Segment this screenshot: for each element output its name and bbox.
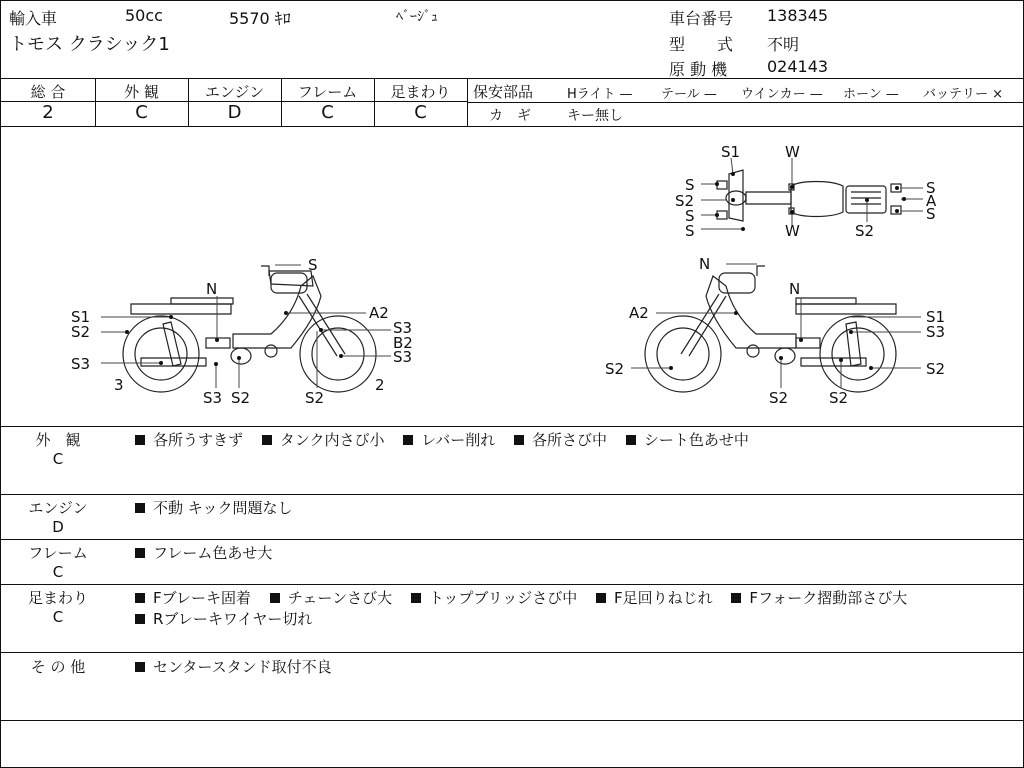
- displacement: 50cc: [125, 6, 163, 25]
- left-label-s3-a: S3: [393, 319, 413, 337]
- right-label-s3: S3: [926, 323, 946, 341]
- frame-no-label: 車台番号: [669, 9, 734, 28]
- top-label-s2: S2: [675, 192, 695, 210]
- safety-winker: ウインカー —: [741, 87, 823, 102]
- grade-exterior-value: C: [135, 102, 148, 123]
- safety-battery: バッテリー ×: [923, 87, 1004, 102]
- top-label-s2-rear: S2: [855, 222, 875, 240]
- grade-frame-value: C: [321, 102, 334, 123]
- left-label-s3-c: S3: [393, 348, 413, 366]
- notes-frame-items: フレーム色あせ大: [135, 542, 286, 563]
- left-label-s2: S2: [71, 323, 91, 341]
- category: 輸入車: [9, 9, 58, 28]
- safety-tail: テール —: [661, 87, 717, 102]
- top-label-s-1: S: [685, 176, 695, 194]
- right-label-n-b: N: [789, 280, 801, 298]
- left-label-n: N: [206, 280, 218, 298]
- frame-no: 138345: [767, 6, 829, 25]
- notes-exterior-grade: C: [52, 450, 64, 468]
- left-label-2: 2: [375, 376, 385, 394]
- grade-exterior-label: 外 観: [124, 83, 159, 101]
- top-label-s-r2: S: [926, 205, 936, 223]
- notes-engine-label: エンジン: [28, 499, 88, 517]
- color: ﾍﾞｰｼﾞｭ: [396, 9, 438, 25]
- left-label-s1: S1: [71, 308, 91, 326]
- safety-headlight: Hライト —: [567, 87, 633, 102]
- key-value: キー無し: [567, 108, 623, 124]
- left-label-s2-b: S2: [305, 389, 325, 407]
- notes-engine-items: 不動 キック問題なし: [135, 497, 306, 518]
- left-side-scooter: [123, 266, 376, 392]
- top-label-s-3: S: [685, 222, 695, 240]
- grade-total-value: 2: [42, 102, 54, 123]
- notes-other-items: センタースタンド取付不良: [135, 656, 346, 677]
- right-label-a2: A2: [629, 304, 649, 322]
- notes-suspension-label: 足まわり: [27, 589, 88, 607]
- left-label-a2: A2: [369, 304, 389, 322]
- key-label: カ ギ: [489, 108, 531, 124]
- left-label-s2-a: S2: [231, 389, 251, 407]
- top-label-s1: S1: [721, 143, 741, 161]
- notes-exterior-label: 外 観: [35, 431, 81, 449]
- left-label-s: S: [308, 256, 318, 274]
- right-label-s2-a: S2: [605, 360, 625, 378]
- left-label-b2: B2: [393, 334, 413, 352]
- left-label-3: 3: [114, 376, 124, 394]
- grade-suspension-label: 足まわり: [390, 83, 451, 101]
- grade-suspension-value: C: [414, 102, 427, 123]
- engine-no-label: 原 動 機: [669, 60, 728, 79]
- top-label-s-r1: S: [926, 179, 936, 197]
- right-label-s2-c: S2: [769, 389, 789, 407]
- notes-engine-grade: D: [52, 518, 64, 536]
- top-view-scooter: [717, 170, 901, 221]
- notes-suspension-items-2: Rブレーキワイヤー切れ: [135, 608, 326, 629]
- notes-frame-label: フレーム: [28, 544, 88, 562]
- top-label-s-2: S: [685, 207, 695, 225]
- grade-total-label: 総 合: [30, 83, 66, 101]
- type-label: 型 式: [669, 35, 734, 54]
- top-label-a: A: [926, 192, 937, 210]
- grade-engine-value: D: [227, 102, 242, 123]
- notes-suspension-grade: C: [52, 608, 64, 626]
- right-label-s1: S1: [926, 308, 946, 326]
- damage-diagram: [1, 126, 1023, 426]
- safety-horn: ホーン —: [843, 87, 899, 102]
- right-label-s2-d: S2: [829, 389, 849, 407]
- engine-no: 024143: [767, 57, 829, 76]
- notes-exterior-items: 各所うすきず タンク内さび小 レバー削れ 各所さび中 シート色あせ中: [135, 429, 763, 450]
- mileage: 5570 ｷﾛ: [229, 9, 291, 28]
- notes-frame-grade: C: [52, 563, 64, 581]
- grade-frame-label: フレーム: [297, 83, 358, 101]
- safety-label: 保安部品: [473, 83, 534, 101]
- left-label-s3-d: S3: [203, 389, 223, 407]
- top-label-w-top: W: [785, 143, 800, 161]
- left-label-s3-b: S3: [71, 355, 91, 373]
- right-label-s2-b: S2: [926, 360, 946, 378]
- notes-suspension-items: Fブレーキ固着 チェーンさび大 トップブリッジさび中 F足回りねじれ Fフォーク摺動部さび大: [135, 587, 907, 608]
- top-label-w-bottom: W: [785, 222, 800, 240]
- grade-engine-label: エンジン: [204, 83, 265, 101]
- model-name: トモス クラシック1: [9, 34, 170, 55]
- type-value: 不明: [767, 35, 800, 54]
- right-label-n-a: N: [699, 255, 711, 273]
- notes-other-label: そ の 他: [30, 658, 86, 676]
- right-side-scooter: [645, 266, 896, 392]
